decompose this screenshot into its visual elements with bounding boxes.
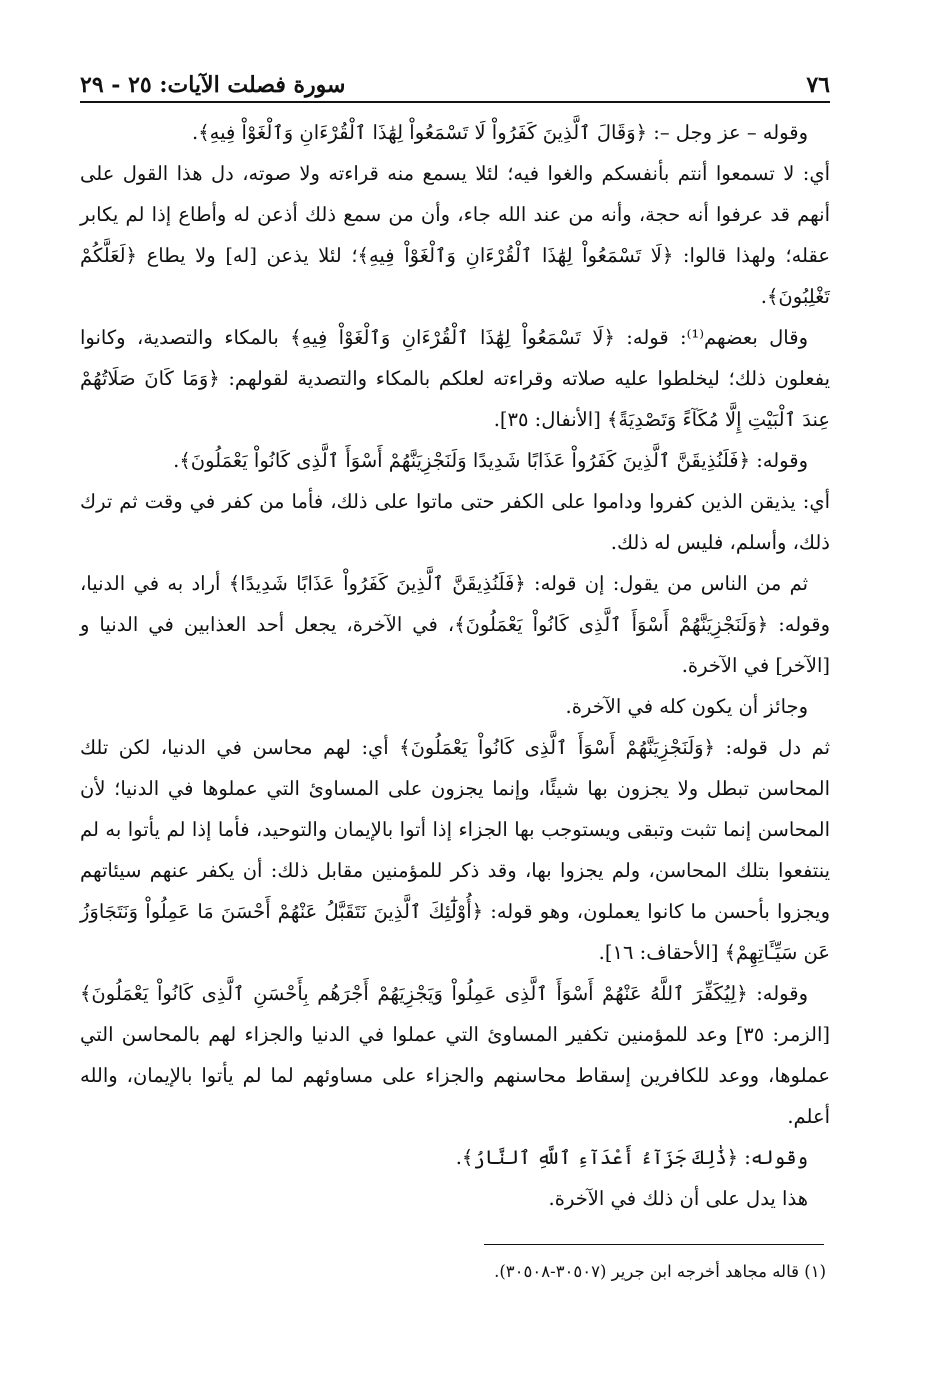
page-body: [80, 112, 830, 1219]
chapter-title: سورة فصلت الآيات: ٢٥ - ٢٩: [80, 72, 346, 98]
paragraph-8: ثم دل قوله: ﴿وَلَنَجْزِيَنَّهُمْ أَسْوَأَ ٱلَّذِى كَانُواْ يَعْمَلُونَ﴾ أي: لهم محاسن في الدنيا، لكن تلك المحاسن تبطل ولا يجزون بها شيئًا، وإنما يجزون على المساوئ التي عملوها في الدنيا؛ لأن المحاسن إنما تثبت وتبقى ويستوجب بها الجزاء إذا أتوا بالإيمان والتوحيد، فأما إذا لم يأتوا به لم ينتفعوا بتلك المحاسن، ولم يجزوا بها، وقد ذكر للمؤمنين مقابل ذلك: أن يكفر عنهم سيئاتهم ويجزوا بأحسن ما كانوا يعملون، وهو قوله: ﴿أُوْلَٰٓئِكَ ٱلَّذِينَ نَتَقَبَّلُ عَنْهُمْ أَحْسَنَ مَا عَمِلُواْ وَنَتَجَاوَزُ عَن سَيِّـَٔاتِهِمْ﴾ [الأحقاف: ١٦].: [80, 736, 830, 964]
page-number: ٧٦: [806, 72, 830, 98]
paragraph-4: وقوله: ﴿فَلَنُذِيقَنَّ ٱلَّذِينَ كَفَرُواْ عَذَابًا شَدِيدًا وَلَنَجْزِيَنَّهُمْ أَسْوَأَ ٱلَّذِى كَانُواْ يَعْمَلُونَ﴾.: [173, 449, 808, 472]
paragraph-9: وقوله: ﴿لِيُكَفِّرَ ٱللَّهُ عَنْهُمْ أَسْوَأَ ٱلَّذِى عَمِلُواْ وَيَجْزِيَهُمْ أَجْرَهُم بِأَحْسَنِ ٱلَّذِى كَانُواْ يَعْمَلُونَ﴾ [الزمر: ٣٥] وعد للمؤمنين تكفير المساوئ التي عملوا في الدنيا والجزاء لهم بالمحاسن التي عملوها، ووعد للكافرين إسقاط محاسنهم والجزاء على مساوئهم لما لم يأتوا بالإيمان، والله أعلم.: [80, 982, 830, 1128]
page-header: [80, 58, 830, 98]
paragraph-11: هذا يدل على أن ذلك في الآخرة.: [548, 1187, 808, 1210]
paragraph-6: ثم من الناس من يقول: إن قوله: ﴿فَلَنُذِيقَنَّ ٱلَّذِينَ كَفَرُواْ عَذَابًا شَدِيدًا﴾ أراد به في الدنيا، وقوله: ﴿وَلَنَجْزِيَنَّهُمْ أَسْوَأَ ٱلَّذِى كَانُواْ يَعْمَلُونَ﴾، في الآخرة، يجعل أحد العذابين في الدنيا و [الآخر] في الآخرة.: [80, 572, 830, 677]
paragraph-10: وقوله: ﴿ذَٰلِكَ جَزَآءُ أَعْدَآءِ ٱللَّهِ ٱلنَّارُ﴾.: [455, 1146, 808, 1169]
paragraph-7: وجائز أن يكون كله في الآخرة.: [565, 695, 808, 718]
footnote: (١) قاله مجاهد أخرجه ابن جرير (٣٠٥٠٧-٣٠٥٠٨).: [494, 1262, 826, 1281]
paragraph-3: وقال بعضهم⁽¹⁾: قوله: ﴿لَا تَسْمَعُواْ لِهَٰذَا ٱلْقُرْءَانِ وَٱلْغَوْاْ فِيهِ﴾ بالمكاء والتصدية، وكانوا يفعلون ذلك؛ ليخلطوا عليه صلاته وقراءته لعلكم بالمكاء والتصدية لقولهم: ﴿وَمَا كَانَ صَلَاتُهُمْ عِندَ ٱلْبَيْتِ إِلَّا مُكَآءً وَتَصْدِيَةً﴾ [الأنفال: ٣٥].: [80, 326, 830, 431]
footnote-divider: [484, 1244, 824, 1245]
paragraph-1: وقوله – عز وجل –: ﴿وَقَالَ ٱلَّذِينَ كَفَرُواْ لَا تَسْمَعُواْ لِهَٰذَا ٱلْقُرْءَانِ وَٱلْغَوْاْ فِيهِ﴾.: [192, 121, 808, 144]
header-divider: [80, 101, 830, 103]
paragraph-2: أي: لا تسمعوا أنتم بأنفسكم والغوا فيه؛ لئلا يسمع منه قراءته ولا صوته، دل هذا القول على أنهم قد عرفوا أنه حجة، وأنه من عند الله جاء، وأن من سمع ذلك أذعن له وأطاع إذا لم يكابر عقله؛ ولهذا قالوا: ﴿لَا تَسْمَعُواْ لِهَٰذَا ٱلْقُرْءَانِ وَٱلْغَوْاْ فِيهِ﴾؛ لئلا يذعن [له] ولا يطاع ﴿لَعَلَّكُمْ تَغْلِبُونَ﴾.: [80, 162, 830, 308]
paragraph-5: أي: يذيقن الذين كفروا وداموا على الكفر حتى ماتوا على ذلك، فأما من كفر في وقت ثم ترك ذلك، وأسلم، فليس له ذلك.: [80, 490, 830, 554]
